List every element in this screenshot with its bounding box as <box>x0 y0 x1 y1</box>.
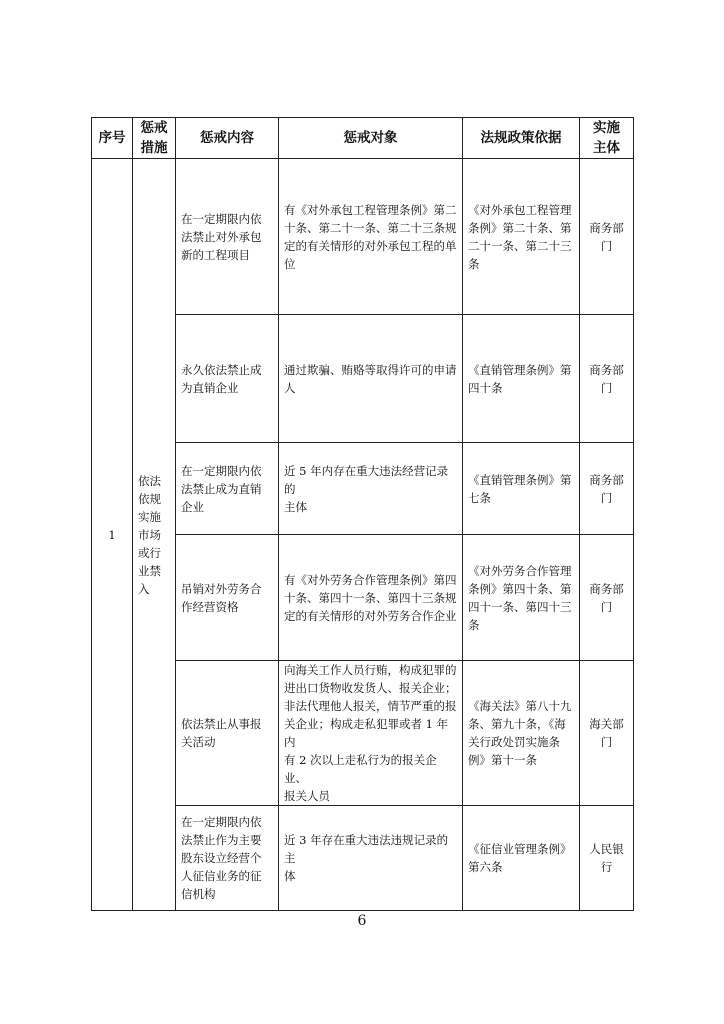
agency-cell: 商务部 门 <box>580 315 634 443</box>
target-cell: 有《对外承包工程管理条例》第二 十条、第二十一条、第二十三条规 定的有关情形的对外承包工程的单 位 <box>279 159 463 315</box>
target-cell: 有《对外劳务合作管理条例》第四 十条、第四十一条、第四十三条规 定的有关情形的对外劳务合作企业 <box>279 535 463 661</box>
measure-cell: 依法 依规 实施 市场 或行 业禁 入 <box>133 159 176 911</box>
target-cell: 近 5 年内存在重大违法经营记录的 主体 <box>279 443 463 535</box>
basis-cell: 《海关法》第八十九 条、第九十条，《海 关行政处罚实施条 例》第十一条 <box>463 661 580 806</box>
header-content: 惩戒内容 <box>176 118 279 159</box>
basis-cell: 《直销管理条例》第 四十条 <box>463 315 580 443</box>
target-cell: 向海关工作人员行贿，构成犯罪的 进出口货物收发货人、报关企业； 非法代理他人报关，情节严重的报 关企业；构成走私犯罪或者 1 年内 有 2 次以上走私行为的报关企业、 报关人员 <box>279 661 463 806</box>
target-cell: 通过欺骗、贿赂等取得许可的申请 人 <box>279 315 463 443</box>
content-cell: 依法禁止从事报 关活动 <box>176 661 279 806</box>
seq-cell: 1 <box>92 159 133 911</box>
basis-cell: 《对外劳务合作管理 条例》第四十条、第 四十一条、第四十三 条 <box>463 535 580 661</box>
agency-cell: 人民银 行 <box>580 806 634 911</box>
page-number: 6 <box>357 913 367 929</box>
punishment-table <box>91 117 634 911</box>
agency-cell: 商务部 门 <box>580 535 634 661</box>
header-target: 惩戒对象 <box>279 118 463 159</box>
header-measure: 惩戒 措施 <box>133 118 176 159</box>
header-agency: 实施 主体 <box>580 118 634 159</box>
basis-cell: 《直销管理条例》第 七条 <box>463 443 580 535</box>
basis-cell: 《征信业管理条例》 第六条 <box>463 806 580 911</box>
table-header-row <box>92 118 634 159</box>
basis-cell: 《对外承包工程管理 条例》第二十条、第 二十一条、第二十三 条 <box>463 159 580 315</box>
header-seq: 序号 <box>92 118 133 159</box>
content-cell: 永久依法禁止成 为直销企业 <box>176 315 279 443</box>
table-row <box>92 159 634 315</box>
content-cell: 在一定期限内依 法禁止作为主要 股东设立经营个 人征信业务的征 信机构 <box>176 806 279 911</box>
content-cell: 在一定期限内依 法禁止对外承包 新的工程项目 <box>176 159 279 315</box>
target-cell: 近 3 年存在重大违法违规记录的主 体 <box>279 806 463 911</box>
agency-cell: 商务部 门 <box>580 443 634 535</box>
content-cell: 吊销对外劳务合 作经营资格 <box>176 535 279 661</box>
content-cell: 在一定期限内依 法禁止成为直销 企业 <box>176 443 279 535</box>
agency-cell: 商务部 门 <box>580 159 634 315</box>
header-basis: 法规政策依据 <box>463 118 580 159</box>
agency-cell: 海关部 门 <box>580 661 634 806</box>
